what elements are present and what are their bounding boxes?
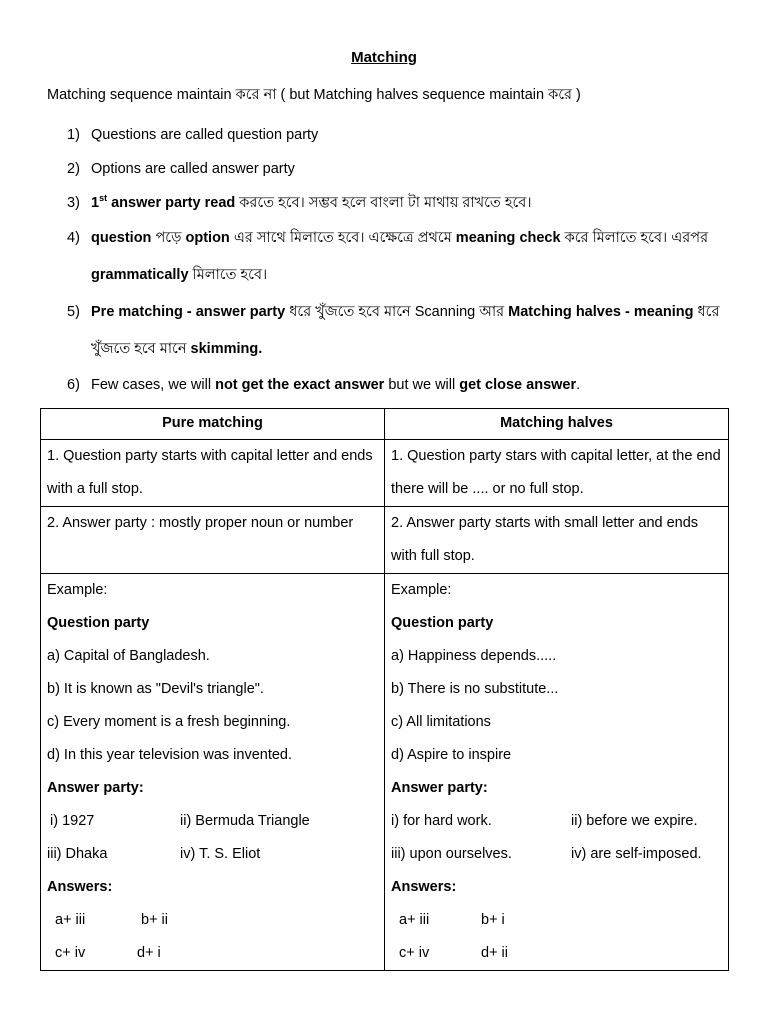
table-header-row: [41, 409, 729, 440]
answer-option: ii) Bermuda Triangle: [180, 813, 310, 829]
solution-item: b+ ii: [141, 912, 169, 928]
rule-text: question: [91, 230, 152, 246]
question-item: b) There is no substitute...: [391, 681, 559, 697]
answers-label: Answers:: [47, 879, 113, 895]
rule-number: 2): [67, 161, 80, 177]
rule-text: আর: [475, 304, 509, 320]
solution-item: a+ iii: [399, 912, 430, 928]
rule-text: .: [576, 377, 581, 393]
answer-party-label: Answer party:: [47, 780, 144, 796]
header-pure-matching: Pure matching: [41, 409, 385, 440]
rule-text: Few cases, we will: [91, 377, 216, 393]
solution-item: c+ iv: [55, 945, 86, 961]
rule-text: read: [204, 195, 236, 211]
rule-text: Pre matching - answer party: [91, 304, 290, 320]
example-cell-pure: [41, 574, 385, 971]
answer-option: i) 1927: [50, 813, 95, 829]
answer-option-row: [391, 805, 722, 838]
rule-number: 5): [67, 304, 80, 320]
rules-list: [0, 118, 768, 402]
question-party-label: Question party: [47, 615, 150, 631]
rule-text: ধরে খুঁজতে হবে মানে: [289, 304, 415, 320]
answer-option: iii) Dhaka: [47, 846, 108, 862]
question-party-label: Question party: [391, 615, 494, 631]
rule-item: [0, 368, 731, 402]
rule-item: [0, 152, 731, 186]
answer-option-row: [47, 805, 378, 838]
rule-number: 1): [67, 127, 80, 143]
rule-number: 4): [67, 230, 80, 246]
rule-text: answer party: [107, 195, 205, 211]
rule-text: করে মিলাতে হবে। এরপর: [560, 230, 709, 246]
rule-text: মিলাতে হবে।: [188, 267, 268, 283]
rule-item: [0, 220, 731, 294]
rule-text: পড়ে: [151, 230, 186, 246]
rule-text: option: [185, 230, 230, 246]
rule-number: 6): [67, 377, 80, 393]
rule-item: [0, 186, 731, 220]
rule-text: meaning check: [455, 230, 561, 246]
answer-option: iii) upon ourselves.: [391, 846, 512, 862]
answer-option: ii) before we expire.: [571, 813, 698, 829]
solution-item: c+ iv: [399, 945, 430, 961]
rule-item: [0, 118, 731, 152]
rule-text: Options are called answer party: [91, 161, 295, 177]
rule-text: করতে হবে। সম্ভব হলে বাংলা টা মাথায় রাখতে হবে।: [235, 195, 532, 211]
question-item: a) Happiness depends.....: [391, 648, 557, 664]
solution-item: b+ i: [481, 912, 505, 928]
page-title: Matching: [351, 49, 417, 66]
rule-text: ধরে খুঁজতে হবে মানে: [91, 304, 720, 357]
rule-text: not get the exact answer: [215, 377, 385, 393]
table-cell: 2. Answer party starts with small letter and ends with full stop.: [385, 507, 729, 574]
example-label: Example:: [47, 582, 108, 598]
rule-item: [0, 294, 731, 368]
rule-text: but we will: [384, 377, 460, 393]
question-item: d) Aspire to inspire: [391, 747, 512, 763]
solution-row: [47, 937, 378, 970]
rule-text: 1: [91, 195, 100, 211]
answer-party-label: Answer party:: [391, 780, 488, 796]
table-cell: 1. Question party starts with capital letter and ends with a full stop.: [41, 440, 385, 507]
question-item: c) Every moment is a fresh beginning.: [47, 714, 291, 730]
rule-text: skimming.: [190, 341, 263, 357]
rule-text: st: [99, 193, 108, 204]
solution-item: d+ ii: [481, 945, 509, 961]
table-cell: 1. Question party stars with capital letter, at the end there will be .... or no full stop.: [385, 440, 729, 507]
answer-option: iv) T. S. Eliot: [180, 846, 261, 862]
rule-number: 3): [67, 195, 80, 211]
answer-option-row: [47, 838, 378, 871]
answer-option-row: [391, 838, 722, 871]
example-cell-halves: [385, 574, 729, 971]
rule-text: এর সাথে মিলাতে হবে। এক্ষেত্রে প্রথমে: [229, 230, 456, 246]
solution-row: [391, 904, 722, 937]
question-item: b) It is known as "Devil's triangle".: [47, 681, 264, 697]
rule-text: Questions are called question party: [91, 127, 319, 143]
question-item: d) In this year television was invented.: [47, 747, 293, 763]
answer-option: i) for hard work.: [391, 813, 492, 829]
table-row: [41, 507, 729, 574]
solution-item: a+ iii: [55, 912, 86, 928]
rule-text: get close answer: [459, 377, 577, 393]
rule-text: Matching halves - meaning: [508, 304, 694, 320]
intro-line: Matching sequence maintain করে না ( but Matching halves sequence maintain করে ): [47, 87, 581, 103]
solution-item: d+ i: [137, 945, 161, 961]
question-item: c) All limitations: [391, 714, 491, 730]
rule-text: grammatically: [91, 267, 189, 283]
question-item: a) Capital of Bangladesh.: [47, 648, 210, 664]
comparison-table: [40, 408, 729, 971]
solution-row: [391, 937, 722, 970]
answers-label: Answers:: [391, 879, 457, 895]
example-label: Example:: [391, 582, 452, 598]
answer-option: iv) are self-imposed.: [571, 846, 702, 862]
rule-text: Scanning: [414, 304, 476, 320]
table-cell: 2. Answer party : mostly proper noun or number: [41, 507, 385, 574]
example-row: [41, 574, 729, 971]
solution-row: [47, 904, 378, 937]
table-row: [41, 440, 729, 507]
header-matching-halves: Matching halves: [385, 409, 729, 440]
